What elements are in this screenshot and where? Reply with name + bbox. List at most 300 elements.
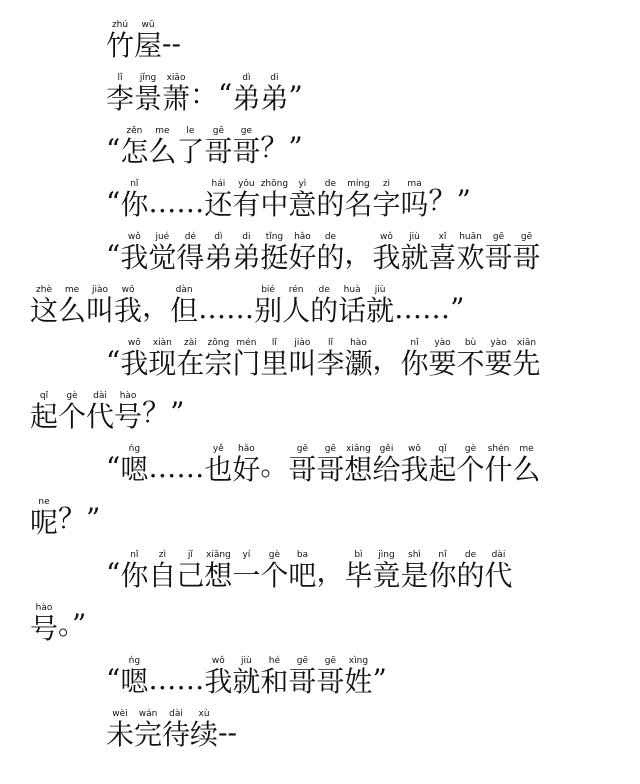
annotated-character: [260, 656, 288, 696]
hanzi: 我: [114, 294, 143, 327]
annotated-character: [114, 391, 142, 431]
hanzi: 现: [148, 347, 177, 380]
punctuation: “: [106, 133, 121, 166]
hanzi: 哥: [204, 135, 233, 168]
annotated-character: [372, 444, 400, 484]
hanzi: 毕: [344, 559, 373, 592]
pinyin: míng: [344, 179, 373, 189]
punctuation: ？”: [260, 131, 303, 164]
pinyin: ńg: [120, 656, 149, 666]
hanzi: 哥: [316, 665, 345, 698]
text-line: [0, 379, 640, 431]
annotated-character: [316, 444, 344, 484]
annotated-character: [260, 550, 288, 590]
pinyin: gē: [512, 232, 541, 242]
text-line: [0, 591, 640, 643]
annotated-character: [344, 444, 372, 484]
pinyin: hào: [344, 338, 373, 348]
pinyin: yě: [204, 444, 233, 454]
pinyin: ma: [400, 179, 429, 189]
hanzi: 起: [30, 400, 59, 433]
annotated-character: [372, 179, 400, 219]
pinyin: jiào: [288, 338, 317, 348]
hanzi: 弟: [232, 241, 261, 274]
punctuation: ，: [142, 290, 171, 323]
pinyin: jìng: [372, 550, 401, 560]
annotated-character: [204, 550, 232, 590]
hanzi: 弟: [232, 82, 261, 115]
punctuation: “: [106, 186, 121, 219]
pinyin: me: [512, 444, 541, 454]
annotated-character: [170, 285, 198, 325]
hanzi: 自: [148, 559, 177, 592]
annotated-character: [288, 232, 316, 272]
annotated-character: [176, 232, 204, 272]
hanzi: 吗: [400, 188, 429, 221]
hanzi: 觉: [148, 241, 177, 274]
hanzi: 不: [456, 347, 485, 380]
annotated-character: [513, 232, 541, 272]
hanzi: 里: [260, 347, 289, 380]
hanzi: 还: [204, 188, 233, 221]
hanzi: 未: [106, 718, 135, 751]
hanzi: 李: [106, 82, 135, 115]
pinyin: le: [176, 126, 205, 136]
hanzi: 就: [366, 294, 395, 327]
hanzi: 是: [400, 559, 429, 592]
annotated-character: [288, 444, 316, 484]
hanzi: 吧: [288, 559, 317, 592]
hanzi: 景: [134, 82, 163, 115]
pinyin: lǐ: [260, 338, 289, 348]
hanzi: 灏: [344, 347, 373, 380]
annotated-character: [134, 20, 162, 60]
punctuation: 。”: [58, 608, 87, 641]
hanzi: 嗯: [120, 453, 149, 486]
punctuation: 。: [260, 449, 289, 482]
pinyin: de: [310, 285, 339, 295]
hanzi: 话: [338, 294, 367, 327]
pinyin: dì: [204, 232, 233, 242]
pinyin: nǐ: [400, 338, 429, 348]
pinyin: hào: [30, 603, 59, 613]
hanzi: 喜: [428, 241, 457, 274]
hanzi: 萧: [162, 82, 191, 115]
hanzi: 己: [176, 559, 205, 592]
pinyin: me: [58, 285, 87, 295]
hanzi: 么: [58, 294, 87, 327]
annotated-character: [429, 232, 457, 272]
annotated-character: [456, 444, 484, 484]
hanzi: 我: [120, 347, 149, 380]
annotated-character: [176, 338, 204, 378]
text-line: [0, 644, 640, 696]
hanzi: 起: [428, 453, 457, 486]
pinyin: xìng: [344, 656, 373, 666]
hanzi: 意: [288, 188, 317, 221]
annotated-character: [372, 550, 400, 590]
hanzi: 的: [316, 188, 345, 221]
hanzi: 要: [484, 347, 513, 380]
annotated-character: [400, 232, 428, 272]
annotated-character: [232, 444, 260, 484]
pinyin: jiù: [400, 232, 429, 242]
annotated-character: [86, 285, 114, 325]
annotated-character: [148, 338, 176, 378]
annotated-character: [344, 656, 372, 696]
hanzi: 先: [512, 347, 541, 380]
punctuation: ”: [372, 663, 387, 696]
pinyin: shì: [400, 550, 429, 560]
pinyin: dì: [232, 73, 261, 83]
pinyin: xiāo: [162, 73, 191, 83]
hanzi: 竟: [372, 559, 401, 592]
hanzi: 叫: [288, 347, 317, 380]
hanzi: 想: [344, 453, 373, 486]
hanzi: 名: [344, 188, 373, 221]
hanzi: 完: [134, 718, 163, 751]
annotated-character: [204, 232, 232, 272]
pinyin: nǐ: [120, 550, 149, 560]
annotated-character: [120, 126, 148, 166]
pinyin: gē: [484, 232, 513, 242]
text-line: [0, 538, 640, 590]
hanzi: 也: [204, 453, 233, 486]
pinyin: ba: [288, 550, 317, 560]
hanzi: 个: [456, 453, 485, 486]
annotated-character: [232, 338, 260, 378]
annotated-character: [120, 232, 148, 272]
pinyin: wǒ: [114, 285, 143, 295]
hanzi: 中: [260, 188, 289, 221]
pinyin: wǒ: [372, 232, 401, 242]
annotated-character: [288, 179, 316, 219]
hanzi: 代: [86, 400, 115, 433]
annotated-character: [58, 285, 86, 325]
annotated-character: [232, 232, 260, 272]
annotated-character: [344, 550, 372, 590]
pinyin: hǎo: [232, 444, 261, 454]
hanzi: 哥: [316, 453, 345, 486]
annotated-character: [513, 444, 541, 484]
pinyin: qǐ: [30, 391, 58, 401]
pinyin: jiù: [232, 656, 261, 666]
hanzi: 代: [484, 559, 513, 592]
annotated-character: [232, 126, 260, 166]
annotated-character: [400, 179, 428, 219]
annotated-character: [114, 285, 142, 325]
punctuation: ……: [198, 292, 255, 325]
hanzi: 哥: [288, 453, 317, 486]
hanzi: 这: [30, 294, 59, 327]
text-line: [0, 326, 640, 378]
pinyin: xǐ: [428, 232, 457, 242]
annotated-character: [429, 550, 457, 590]
pinyin: nǐ: [428, 550, 457, 560]
pinyin: tǐng: [260, 232, 289, 242]
pinyin: yǒu: [232, 179, 261, 189]
punctuation: ……: [148, 451, 205, 484]
annotated-character: [204, 179, 232, 219]
hanzi: 续: [190, 718, 219, 751]
hanzi: 怎: [120, 135, 149, 168]
pinyin: me: [148, 126, 177, 136]
annotated-character: [344, 338, 372, 378]
annotated-character: [344, 179, 372, 219]
pinyin: jǐng: [134, 73, 163, 83]
pinyin: huān: [456, 232, 485, 242]
pinyin: huà: [338, 285, 367, 295]
hanzi: 得: [176, 241, 205, 274]
annotated-character: [120, 656, 148, 696]
annotated-character: [254, 285, 282, 325]
annotated-character: [485, 444, 513, 484]
punctuation: ？”: [142, 396, 185, 429]
hanzi: 你: [400, 347, 429, 380]
punctuation: --: [162, 27, 181, 60]
annotated-character: [316, 232, 344, 272]
pinyin: hái: [204, 179, 233, 189]
hanzi: 就: [232, 665, 261, 698]
annotated-character: [148, 550, 176, 590]
punctuation: ”: [288, 80, 303, 113]
punctuation: “: [106, 345, 121, 378]
pinyin: xiǎng: [204, 550, 233, 560]
hanzi: 门: [232, 347, 261, 380]
pinyin: bù: [456, 338, 485, 348]
punctuation: “: [106, 557, 121, 590]
pinyin: jiào: [86, 285, 115, 295]
hanzi: 我: [400, 453, 429, 486]
text-line: [0, 273, 640, 325]
hanzi: 屋: [134, 29, 163, 62]
pinyin: gè: [58, 391, 87, 401]
pinyin: nǐ: [120, 179, 149, 189]
hanzi: 姓: [344, 665, 373, 698]
pinyin: dài: [484, 550, 513, 560]
pinyin: zài: [176, 338, 205, 348]
annotated-character: [428, 444, 456, 484]
pinyin: xiān: [512, 338, 541, 348]
pinyin: dàn: [170, 285, 199, 295]
hanzi: 弟: [260, 82, 289, 115]
annotated-character: [134, 709, 162, 749]
text-line: [0, 114, 640, 166]
hanzi: 好: [232, 453, 261, 486]
pinyin: yào: [428, 338, 457, 348]
punctuation: ……”: [394, 292, 465, 325]
hanzi: 一: [232, 559, 261, 592]
pinyin: gē: [316, 444, 345, 454]
annotated-character: [190, 709, 218, 749]
hanzi: 要: [428, 347, 457, 380]
annotated-character: [162, 73, 190, 113]
pinyin: zhōng: [260, 179, 289, 189]
annotated-character: [260, 232, 288, 272]
annotated-character: [106, 73, 134, 113]
annotated-character: [282, 285, 310, 325]
hanzi: 呢: [30, 506, 59, 539]
punctuation: ，: [372, 343, 401, 376]
annotated-character: [86, 391, 114, 431]
pinyin: zhú: [106, 20, 135, 30]
pinyin: lǐ: [106, 73, 135, 83]
annotated-character: [148, 232, 176, 272]
annotated-character: [485, 550, 513, 590]
pinyin: gē: [288, 656, 317, 666]
hanzi: 么: [148, 135, 177, 168]
annotated-character: [176, 126, 204, 166]
pinyin: yí: [232, 550, 261, 560]
annotated-character: [400, 338, 428, 378]
pinyin: wū: [134, 20, 163, 30]
punctuation: ：“: [190, 78, 233, 111]
hanzi: 有: [232, 188, 261, 221]
hanzi: 哥: [512, 241, 541, 274]
pinyin: bié: [254, 285, 283, 295]
annotated-character: [338, 285, 366, 325]
pinyin: qǐ: [428, 444, 457, 454]
pinyin: wǒ: [400, 444, 429, 454]
hanzi: 但: [170, 294, 199, 327]
hanzi: 号: [114, 400, 143, 433]
annotated-character: [372, 232, 400, 272]
punctuation: ……: [148, 663, 205, 696]
punctuation: “: [106, 663, 121, 696]
hanzi: 待: [162, 718, 191, 751]
punctuation: ？”: [428, 184, 471, 217]
annotated-character: [162, 709, 190, 749]
hanzi: 弟: [204, 241, 233, 274]
pinyin: jiù: [366, 285, 395, 295]
annotated-character: [204, 338, 232, 378]
annotated-character: [260, 338, 288, 378]
annotated-character: [366, 285, 394, 325]
pinyin: yào: [484, 338, 513, 348]
pinyin: zhè: [30, 285, 58, 295]
annotated-character: [232, 656, 260, 696]
annotated-character: [429, 338, 457, 378]
hanzi: 的: [310, 294, 339, 327]
pinyin: de: [316, 232, 345, 242]
pinyin: zi: [372, 179, 401, 189]
pinyin: di: [260, 73, 289, 83]
pinyin: wǒ: [120, 338, 149, 348]
annotated-character: [316, 656, 344, 696]
annotated-character: [120, 444, 148, 484]
hanzi: 什: [484, 453, 513, 486]
pinyin: lǐ: [316, 338, 345, 348]
annotated-character: [204, 444, 232, 484]
punctuation: “: [106, 239, 121, 272]
pinyin: ńg: [120, 444, 149, 454]
pinyin: jué: [148, 232, 177, 242]
annotated-character: [120, 179, 148, 219]
pinyin: zōng: [204, 338, 233, 348]
pinyin: wèi: [106, 709, 134, 719]
hanzi: 哥: [288, 665, 317, 698]
annotated-character: [400, 444, 428, 484]
annotated-character: [30, 497, 58, 537]
annotated-character: [232, 550, 260, 590]
punctuation: --: [218, 716, 237, 749]
hanzi: 你: [428, 559, 457, 592]
pinyin: hào: [114, 391, 143, 401]
annotated-character: [485, 338, 513, 378]
pinyin: wǒ: [204, 656, 233, 666]
hanzi: 宗: [204, 347, 233, 380]
annotated-character: [30, 285, 58, 325]
pinyin: zì: [148, 550, 177, 560]
text-line: [0, 432, 640, 484]
pinyin: gè: [456, 444, 485, 454]
hanzi: 和: [260, 665, 289, 698]
hanzi: 人: [282, 294, 311, 327]
hanzi: 给: [372, 453, 401, 486]
pinyin: gè: [260, 550, 289, 560]
hanzi: 个: [260, 559, 289, 592]
punctuation: ，: [316, 555, 345, 588]
hanzi: 在: [176, 347, 205, 380]
punctuation: ……: [148, 186, 205, 219]
annotated-character: [106, 709, 134, 749]
pinyin: wǒ: [120, 232, 149, 242]
hanzi: 欢: [456, 241, 485, 274]
pinyin: dé: [176, 232, 205, 242]
pinyin: xiàn: [148, 338, 177, 348]
pinyin: de: [316, 179, 345, 189]
pinyin: yì: [288, 179, 317, 189]
pinyin: xù: [190, 709, 219, 719]
pinyin: dài: [86, 391, 115, 401]
annotated-character: [485, 232, 513, 272]
annotated-character: [457, 338, 485, 378]
text-line: [0, 167, 640, 219]
annotated-character: [204, 126, 232, 166]
annotated-character: [30, 391, 58, 431]
pinyin: jǐ: [176, 550, 205, 560]
pinyin: shén: [484, 444, 513, 454]
pinyin: wán: [134, 709, 163, 719]
hanzi: 么: [512, 453, 541, 486]
punctuation: “: [106, 451, 121, 484]
annotated-character: [176, 550, 204, 590]
hanzi: 我: [204, 665, 233, 698]
annotated-character: [232, 73, 260, 113]
text-line: [0, 697, 640, 749]
pinyin: rén: [282, 285, 311, 295]
pinyin: xiǎng: [344, 444, 373, 454]
hanzi: 哥: [484, 241, 513, 274]
hanzi: 了: [176, 135, 205, 168]
hanzi: 字: [372, 188, 401, 221]
hanzi: 的: [456, 559, 485, 592]
annotated-character: [457, 232, 485, 272]
annotated-character: [58, 391, 86, 431]
pinyin: zěn: [120, 126, 149, 136]
hanzi: 我: [372, 241, 401, 274]
annotated-character: [106, 20, 134, 60]
hanzi: 嗯: [120, 665, 149, 698]
annotated-character: [288, 656, 316, 696]
annotated-character: [400, 550, 428, 590]
text-line: [0, 485, 640, 537]
hanzi: 好: [288, 241, 317, 274]
text-line: [0, 8, 640, 60]
text-line: [0, 61, 640, 113]
annotated-character: [316, 179, 344, 219]
hanzi: 就: [400, 241, 429, 274]
